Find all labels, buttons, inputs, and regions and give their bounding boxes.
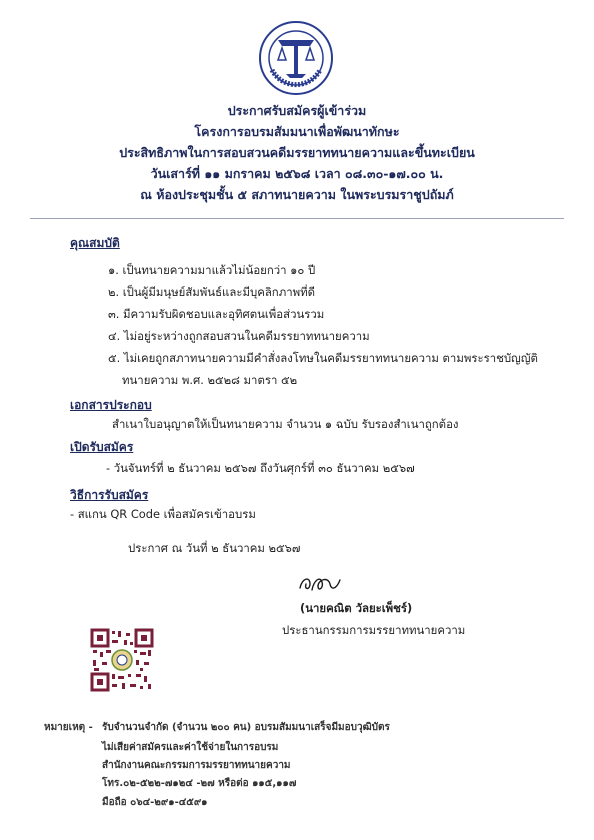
list-item: ๔. ไม่อยู่ระหว่างถูกสอบสวนในคดีมรรยาททนายความ <box>108 329 370 343</box>
qualifications-heading: คุณสมบัติ <box>70 236 120 250</box>
note-line: สำนักงานคณะกรรมการมรรยาททนายความ <box>102 760 291 771</box>
announce-date: ประกาศ ณ วันที่ ๒ ธันวาคม ๒๕๖๗ <box>128 541 301 555</box>
list-item: ๑. เป็นทนายความมาแล้วไม่น้อยกว่า ๑๐ ปี <box>108 263 316 277</box>
announcement-title <box>0 100 594 205</box>
note-line: ไม่เสียค่าสมัครและค่าใช้จ่ายในการอบรม <box>102 742 279 753</box>
documents-text: สำเนาใบอนุญาตให้เป็นทนายความ จำนวน ๑ ฉบับ รับรองสำเนาถูกต้อง <box>112 417 459 431</box>
note-line: รับจำนวนจำกัด (จำนวน ๒๐๐ คน) อบรมสัมมนาเสร็จมีมอบวุฒิบัตร <box>102 722 390 733</box>
divider <box>30 218 564 219</box>
signature-icon <box>296 570 356 596</box>
list-item: ๒. เป็นผู้มีมนุษย์สัมพันธ์และมีบุคลิกภาพที่ดี <box>108 285 316 299</box>
documents-heading: เอกสารประกอบ <box>70 398 152 412</box>
method-text: - สแกน QR Code เพื่อสมัครเข้าอบรม <box>70 507 256 521</box>
lawyers-council-seal-icon <box>258 20 334 96</box>
title-line: วันเสาร์ที่ ๑๑ มกราคม ๒๕๖๘ เวลา ๐๘.๓๐-๑๗.๐๐ น. <box>150 166 444 181</box>
list-item: ๓. มีความรับผิดชอบและอุทิศตนเพื่อส่วนรวม <box>108 307 325 321</box>
signer-name: (นายคณิต วัลยะเพ็ชร์) <box>300 601 413 615</box>
title-line: ณ ห้องประชุมชั้น ๕ สภาทนายความ ในพระบรมราชูปถัมภ์ <box>140 187 454 202</box>
method-heading: วิธีการรับสมัคร <box>70 488 149 502</box>
list-item-continuation: ทนายความ พ.ศ. ๒๕๒๘ มาตรา ๕๒ <box>122 373 298 387</box>
note-label: หมายเหตุ - <box>44 722 93 733</box>
list-item: ๕. ไม่เคยถูกสภาทนายความมีคำสั่งลงโทษในคดีมรรยาททนายความ ตามพระราชบัญญัติ <box>108 351 538 365</box>
title-line: ประสิทธิภาพในการสอบสวนคดีมรรยาททนายความและขึ้นทะเบียน <box>119 145 475 160</box>
title-line: ประกาศรับสมัครผู้เข้าร่วม <box>227 103 367 118</box>
note-line: มือถือ ๐๖๔-๒๙๑-๔๕๙๑ <box>102 797 208 808</box>
signer-position: ประธานกรรมการมรรยาททนายความ <box>282 623 466 637</box>
title-line: โครงการอบรมสัมมนาเพื่อพัฒนาทักษะ <box>194 124 400 139</box>
open-period-text: - วันจันทร์ที่ ๒ ธันวาคม ๒๕๖๗ ถึงวันศุกร์ที่ ๓๐ ธันวาคม ๒๕๖๗ <box>106 461 415 475</box>
open-period-heading: เปิดรับสมัคร <box>70 440 134 454</box>
qr-code-icon[interactable] <box>90 628 154 692</box>
note-line: โทร.๐๒-๕๒๒-๗๑๒๔ -๒๗ หรือต่อ ๑๑๕,๑๑๗ <box>102 778 297 789</box>
